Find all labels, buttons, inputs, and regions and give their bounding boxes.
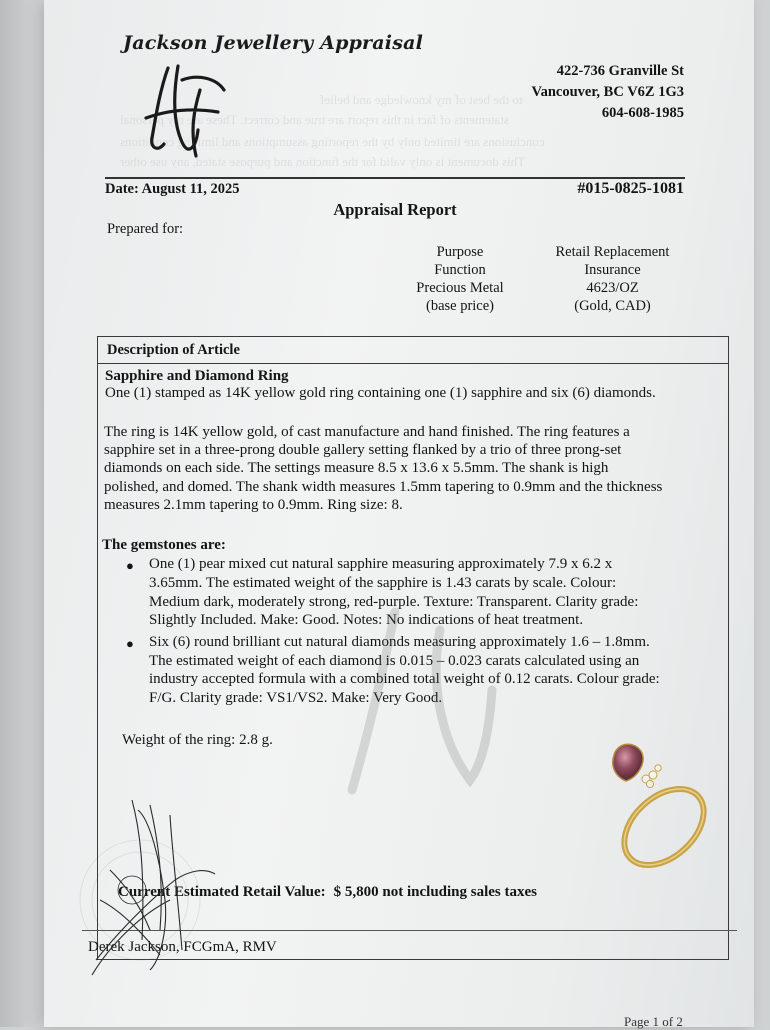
description-line: diamonds on each side. The settings measure 8.5 x 13.6 x 5.5mm. The shank is high	[104, 460, 609, 476]
page-number: Page 1 of 2	[624, 1014, 683, 1029]
gem1-line: Slightly Included. Make: Good. Notes: No indications of heat treatment.	[149, 612, 584, 628]
precious-metal-label: Precious Metal	[416, 280, 504, 296]
description-line: measures 2.1mm tapering to 0.9mm. Ring size: 8.	[104, 497, 403, 513]
signature-line	[82, 930, 737, 931]
gem2-line: Six (6) round brilliant cut natural diamonds measuring approximately 1.6 – 1.8mm.	[149, 634, 650, 650]
address-block	[531, 61, 684, 124]
prepared-for-label: Prepared for:	[107, 221, 184, 237]
base-price-label: (base price)	[425, 298, 495, 314]
description-header	[98, 337, 728, 364]
report-title: Appraisal Report	[333, 200, 457, 219]
gem2-line: The estimated weight of each diamond is 0.015 – 0.023 carats calculated using an	[149, 653, 640, 669]
address-line: Vancouver, BC V6Z 1G3	[531, 84, 684, 100]
show-through-text: conclusions are limited only by the reporting assumptions and limiting conditions	[120, 134, 545, 149]
signer-name: Derek Jackson, FCGmA, RMV	[88, 939, 277, 955]
header-divider	[105, 177, 685, 179]
brand-name: Jackson Jewellery Appraisal	[123, 32, 424, 54]
ring-weight: Weight of the ring: 2.8 g.	[122, 732, 273, 748]
ring-photo	[596, 735, 736, 875]
show-through-text: statements of fact in this report are true and correct. These are my personal	[120, 112, 509, 127]
purpose-value: Retail Replacement	[555, 244, 670, 260]
item-title: Sapphire and Diamond Ring	[105, 368, 289, 384]
report-date: Date: August 11, 2025	[105, 181, 240, 197]
retail-value-amount: $ 5,800 not including sales taxes	[333, 884, 537, 900]
function-label: Function	[434, 262, 486, 278]
address-line: 422-736 Granville St	[556, 63, 684, 79]
bullet-icon: ●	[126, 558, 134, 573]
gem1-line: 3.65mm. The estimated weight of the sapphire is 1.43 carats by scale. Colour:	[149, 575, 617, 591]
precious-metal-value: 4623/OZ	[586, 280, 639, 296]
bullet-icon: ●	[126, 636, 134, 651]
show-through-text: to the best of my knowledge and belief	[320, 92, 523, 107]
function-value: Insurance	[584, 262, 641, 278]
base-price-value: (Gold, CAD)	[574, 298, 651, 314]
report-attributes-values	[535, 243, 690, 315]
report-attributes-labels	[395, 243, 525, 315]
background-edge	[0, 0, 44, 1027]
gem1-line: Medium dark, moderately strong, red-purple. Texture: Transparent. Clarity grade:	[149, 594, 639, 610]
phone-number: 604-608-1985	[601, 105, 684, 121]
gem1-line: One (1) pear mixed cut natural sapphire measuring approximately 7.9 x 6.2 x	[149, 556, 613, 572]
description-line: polished, and domed. The shank width measures 1.5mm tapering to 0.9mm and the thickness	[104, 479, 663, 495]
description-heading: Description of Article	[107, 342, 240, 358]
purpose-label: Purpose	[436, 244, 484, 260]
gemstones-heading: The gemstones are:	[102, 537, 226, 553]
monogram-logo-icon	[138, 60, 228, 165]
item-summary: One (1) stamped as 14K yellow gold ring containing one (1) sapphire and six (6) diamonds.	[105, 385, 656, 401]
retail-value-label: Current Estimated Retail Value:	[118, 884, 326, 900]
description-line: The ring is 14K yellow gold, of cast manufacture and hand finished. The ring features a	[104, 424, 630, 440]
retail-value	[118, 884, 537, 901]
gem2-line: F/G. Clarity grade: VS1/VS2. Make: Very Good.	[149, 690, 443, 706]
report-number: #015-0825-1081	[577, 180, 684, 197]
gem2-line: industry accepted formula with a combined total weight of 0.12 carats. Colour grade:	[149, 671, 660, 687]
show-through-text: This document is only valid for the function and purpose stated, any use other	[120, 154, 526, 169]
description-line: sapphire set in a three-prong double gallery setting flanked by a trio of three prong-set	[104, 442, 622, 458]
